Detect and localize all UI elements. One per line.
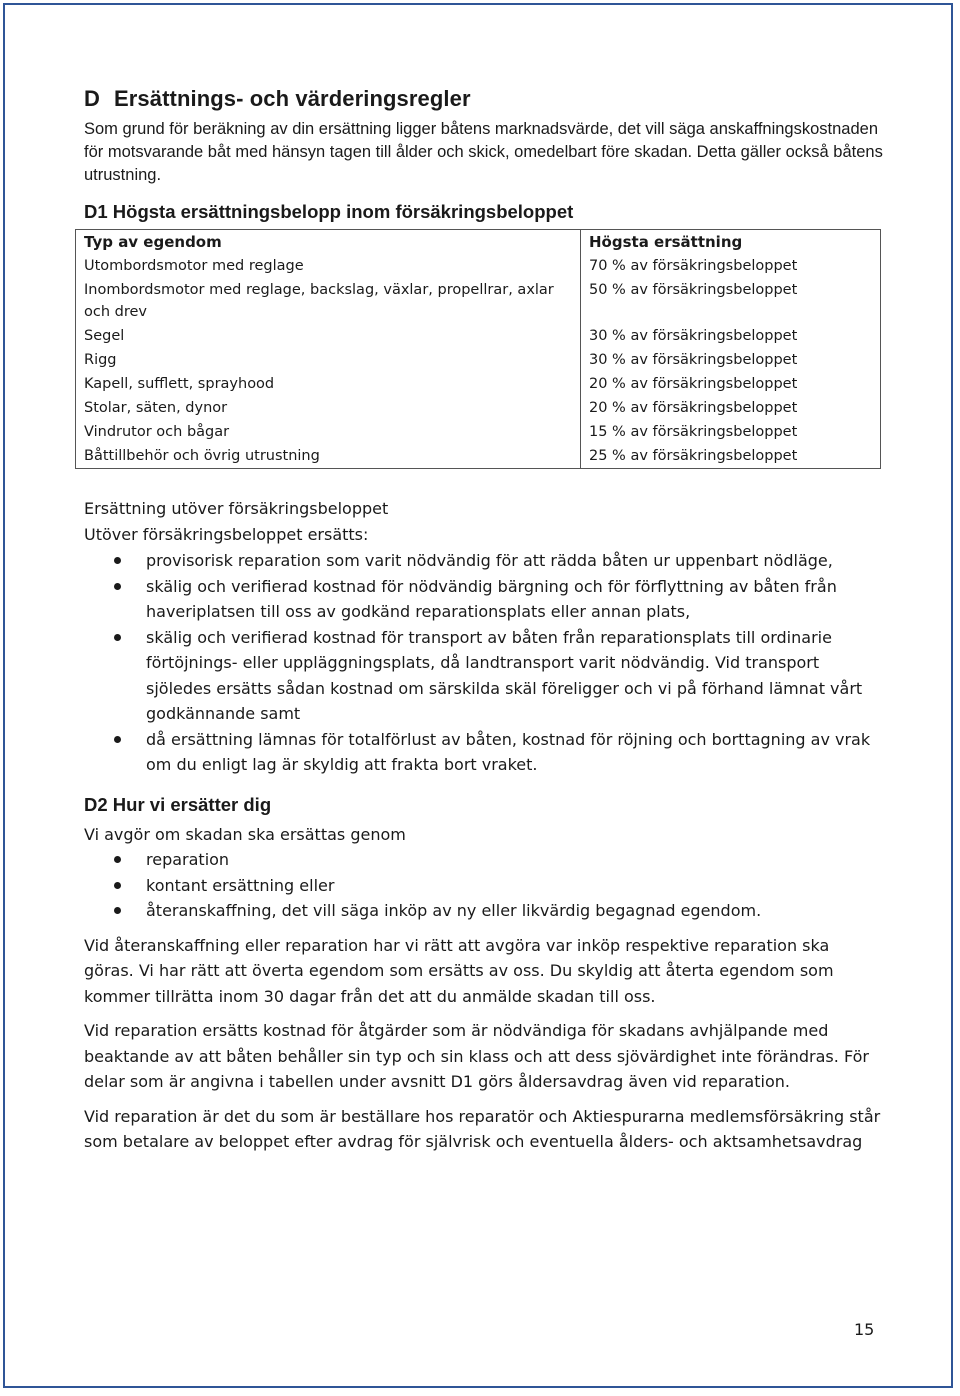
cell-max: 25 % av försäkringsbeloppet (581, 444, 881, 469)
bullet-icon (114, 557, 121, 564)
list-item-text: skälig och verifierad kostnad för nödvändig bärgning och för förflyttning av båten från haveriplatsen till oss av godkänd reparationsplats eller annan plats, (146, 576, 837, 621)
section-d-letter: D (84, 86, 100, 111)
list-item (84, 548, 884, 574)
cell-type: Kapell, sufflett, sprayhood (76, 372, 581, 396)
section-d-title: Ersättnings- och värderingsregler (114, 86, 471, 111)
table-row (76, 372, 881, 396)
cell-type: Segel (76, 324, 581, 348)
table-row (76, 420, 881, 444)
table-header-row (76, 230, 881, 255)
cell-type: Utombordsmotor med reglage (76, 254, 581, 278)
list-item (84, 898, 884, 924)
bullet-icon (114, 907, 121, 914)
list-item-text: reparation (146, 850, 230, 869)
d2-section (84, 822, 884, 1155)
cell-max: 50 % av försäkringsbeloppet (581, 278, 881, 324)
compensation-table (75, 229, 881, 469)
extra-heading: Ersättning utöver försäkringsbeloppet (84, 499, 389, 518)
list-item-text: återanskaffning, det vill säga inköp av ny eller likvärdig begagnad egendom. (146, 901, 762, 920)
list-item (84, 727, 884, 778)
extra-section (84, 496, 884, 778)
cell-type: Båttillbehör och övrig utrustning (76, 444, 581, 469)
list-item-text: kontant ersättning eller (146, 875, 335, 895)
section-d-heading (84, 86, 884, 112)
d2-paragraph: Vid reparation är det du som är beställare hos reparatör och Aktiespurarna medlemsförsäkring står som betalare av beloppet efter avdrag för självrisk och eventuella ålders- och aktsamhetsavdrag (84, 1106, 881, 1151)
cell-max: 70 % av försäkringsbeloppet (581, 254, 881, 278)
bullet-icon (114, 856, 121, 863)
list-item (84, 873, 884, 899)
cell-max: 30 % av försäkringsbeloppet (581, 348, 881, 372)
list-item-text: då ersättning lämnas för totalförlust av båten, kostnad för röjning och borttagning av vrak om du enligt lag är skyldig att frakta bort vraket. (146, 729, 871, 774)
cell-type: Rigg (76, 348, 581, 372)
col-header-type: Typ av egendom (76, 230, 581, 255)
list-item (84, 625, 884, 727)
list-item-text: skälig och verifierad kostnad för transport av båten från reparationsplats till ordinarie förtöjnings- eller uppläggningsplats, då landtransport varit nödvändig. Vid transport sjöledes ersätts sådan kostnad om särskilda skäl föreligger och vi på förhand lämnat vårt godkännande samt (146, 627, 863, 723)
cell-type: Inombordsmotor med reglage, backslag, växlar, propellrar, axlar och drev (76, 278, 581, 324)
bullet-icon (114, 882, 121, 889)
section-d-intro: Som grund för beräkning av din ersättning ligger båtens marknadsvärde, det vill säga anskaffningskostnaden för motsvarande båt med hänsyn tagen till ålder och skick, omedelbart före skadan. Detta gäller också båtens utrustning. (84, 120, 883, 184)
d1-heading: D1 Högsta ersättningsbelopp inom försäkringsbeloppet (84, 201, 574, 222)
d2-paragraph: Vid reparation ersätts kostnad för åtgärder som är nödvändiga för skadans avhjälpande med beaktande av att båten behåller sin typ och sin klass och att dess sjövärdighet inte förändras. För delar som är angivna i tabellen under avsnitt D1 görs åldersavdrag även vid reparation. (84, 1021, 869, 1091)
extra-list (84, 548, 884, 778)
d2-lead: Vi avgör om skadan ska ersättas genom (84, 824, 406, 844)
table-row (76, 348, 881, 372)
d2-heading: D2 Hur vi ersätter dig (84, 793, 272, 815)
d2-paragraph: Vid återanskaffning eller reparation har vi rätt att avgöra var inköp respektive reparation ska göras. Vi har rätt att överta egendom som ersätts av oss. Du skyldig att återta egendom som kommer tillrätta inom 30 dagar från det att du anmälde skadan till oss. (84, 935, 834, 1006)
list-item (84, 847, 884, 873)
table-row (76, 396, 881, 420)
table-row (76, 444, 881, 469)
d2-list (84, 847, 884, 924)
table-row (76, 278, 881, 324)
bullet-icon (114, 736, 121, 743)
cell-type: Vindrutor och bågar (76, 420, 581, 444)
document-content (84, 86, 884, 1155)
col-header-max: Högsta ersättning (581, 230, 881, 255)
cell-max: 15 % av försäkringsbeloppet (581, 420, 881, 444)
bullet-icon (114, 634, 121, 641)
extra-lead: Utöver försäkringsbeloppet ersätts: (84, 524, 369, 544)
page-number: 15 (854, 1320, 875, 1339)
bullet-icon (114, 583, 121, 590)
list-item (84, 574, 884, 625)
table-row (76, 254, 881, 278)
cell-type: Stolar, säten, dynor (76, 396, 581, 420)
table-row (76, 324, 881, 348)
cell-max: 20 % av försäkringsbeloppet (581, 372, 881, 396)
cell-max: 30 % av försäkringsbeloppet (581, 324, 881, 348)
list-item-text: provisorisk reparation som varit nödvändig för att rädda båten ur uppenbart nödläge, (146, 551, 833, 570)
cell-max: 20 % av försäkringsbeloppet (581, 396, 881, 420)
